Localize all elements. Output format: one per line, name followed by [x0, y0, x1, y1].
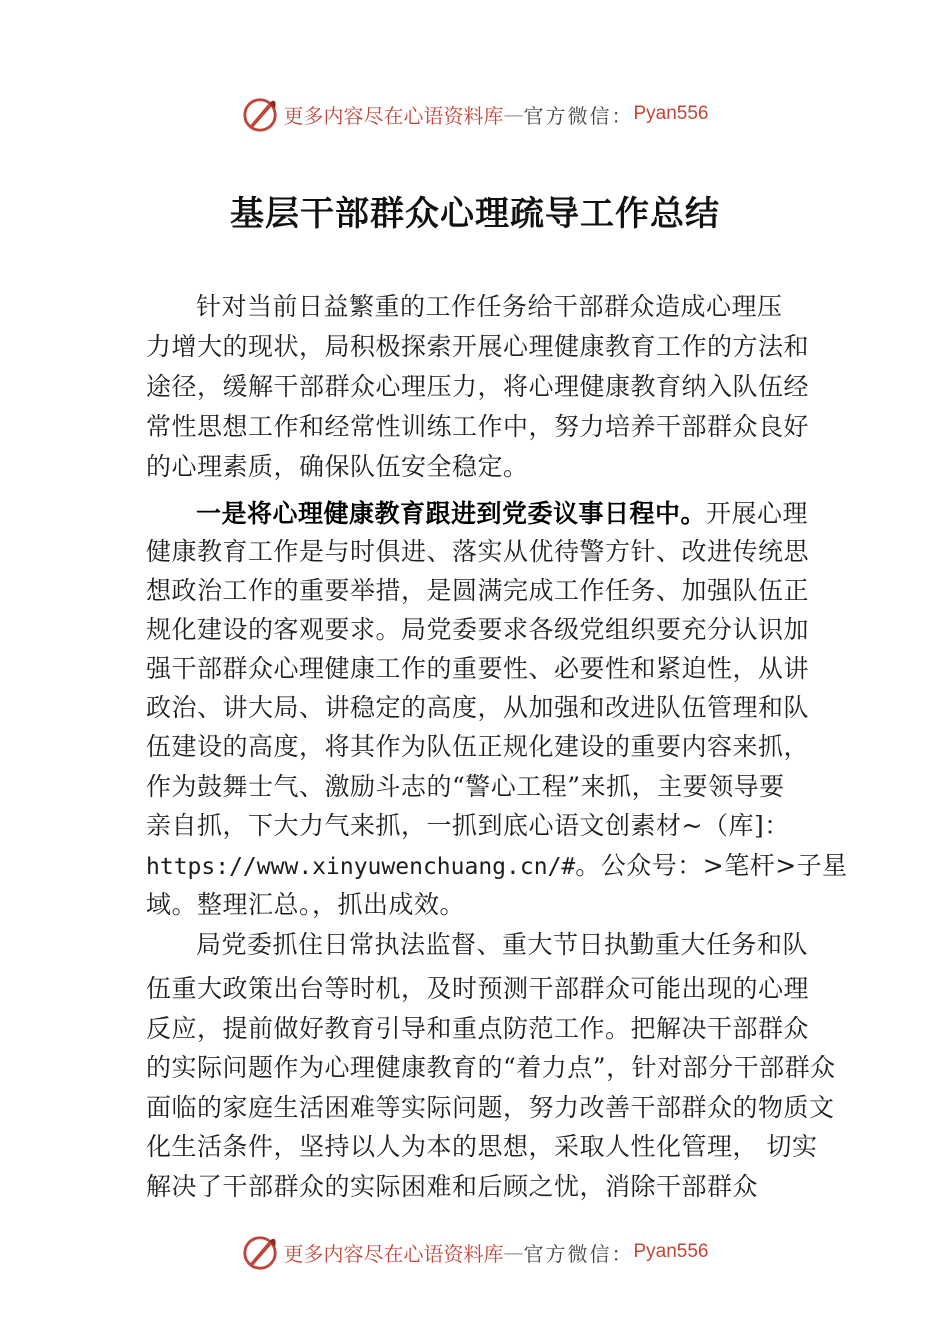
section-heading: 一是将心理健康教育跟进到党委议事日程中。 [196, 499, 707, 528]
text-line [146, 846, 848, 886]
quill-logo-icon [241, 1233, 279, 1271]
banner-wechat-id: Pyan556 [633, 1241, 709, 1262]
text-line: 常性思想工作和经常性训练工作中，努力培养干部群众良好 [146, 412, 810, 441]
text-line: 化生活条件，坚持以人为本的思想，采取人性化管理， 切实 [146, 1132, 818, 1161]
text-line: 伍建设的高度，将其作为队伍正规化建设的重要内容来抓， [146, 732, 810, 761]
text-line: 反应，提前做好教育引导和重点防范工作。把解决干部群众 [146, 1014, 810, 1043]
banner-text: 更多内容尽在心语资料库 [283, 103, 504, 128]
text-line: 解决了干部群众的实际困难和后顾之忧，消除干部群众 [146, 1172, 759, 1201]
text-line: 域。整理汇总。，抓出成效。 [146, 890, 466, 919]
banner-wechat-id: Pyan556 [633, 103, 709, 124]
header-banner [0, 94, 950, 134]
banner-separator: — [503, 102, 524, 126]
text-line: 的实际问题作为心理健康教育的“着力点”，针对部分干部群众 [146, 1053, 836, 1082]
text-line: 力增大的现状，局积极探索开展心理健康教育工作的方法和 [146, 332, 810, 361]
banner-wechat-label: 官方微信： [523, 103, 634, 128]
text-line: 强干部群众心理健康工作的重要性、必要性和紧迫性，从讲 [146, 654, 810, 683]
text-line: 健康教育工作是与时俱进、落实从优待警方针、改进传统思 [146, 537, 810, 566]
footer-banner [0, 1232, 950, 1272]
text-line: 政治、讲大局、讲稳定的高度，从加强和改进队伍管理和队 [146, 693, 810, 722]
text-line: 面临的家庭生活困难等实际问题，努力改善干部群众的物质文 [146, 1093, 835, 1122]
text-line: 亲自抓，下大力气来抓，一抓到底心语文创素材~（库]： [146, 811, 790, 840]
banner-wechat-label: 官方微信： [523, 1241, 634, 1266]
text-line: 针对当前日益繁重的工作任务给干部群众造成心理压 [196, 292, 783, 321]
text-line: 局党委抓住日常执法监督、重大节日执勤重大任务和队 [196, 930, 809, 959]
document-title: 基层干部群众心理疏导工作总结 [230, 194, 720, 234]
banner-text: 更多内容尽在心语资料库 [283, 1241, 504, 1266]
text-line: 的心理素质，确保队伍安全稳定。 [146, 452, 529, 481]
text-span: 开展心理 [706, 499, 809, 528]
url-text: https://www.xinyuwenchuang.cn/# [146, 854, 576, 880]
banner-separator: — [503, 1240, 524, 1264]
text-line: 想政治工作的重要举措，是圆满完成工作任务、加强队伍正 [146, 576, 810, 605]
text-line: 作为鼓舞士气、激励斗志的“警心工程”来抓，主要领导要 [146, 772, 785, 801]
text-line [196, 494, 808, 534]
text-line: 伍重大政策出台等时机，及时预测干部群众可能出现的心理 [146, 974, 810, 1003]
quill-logo-icon [241, 95, 279, 133]
text-line: 规化建设的客观要求。局党委要求各级党组织要充分认识加 [146, 615, 810, 644]
text-line: 途径，缓解干部群众心理压力，将心理健康教育纳入队伍经 [146, 372, 810, 401]
text-span: 。公众号：>笔杆>子星 [575, 851, 848, 880]
